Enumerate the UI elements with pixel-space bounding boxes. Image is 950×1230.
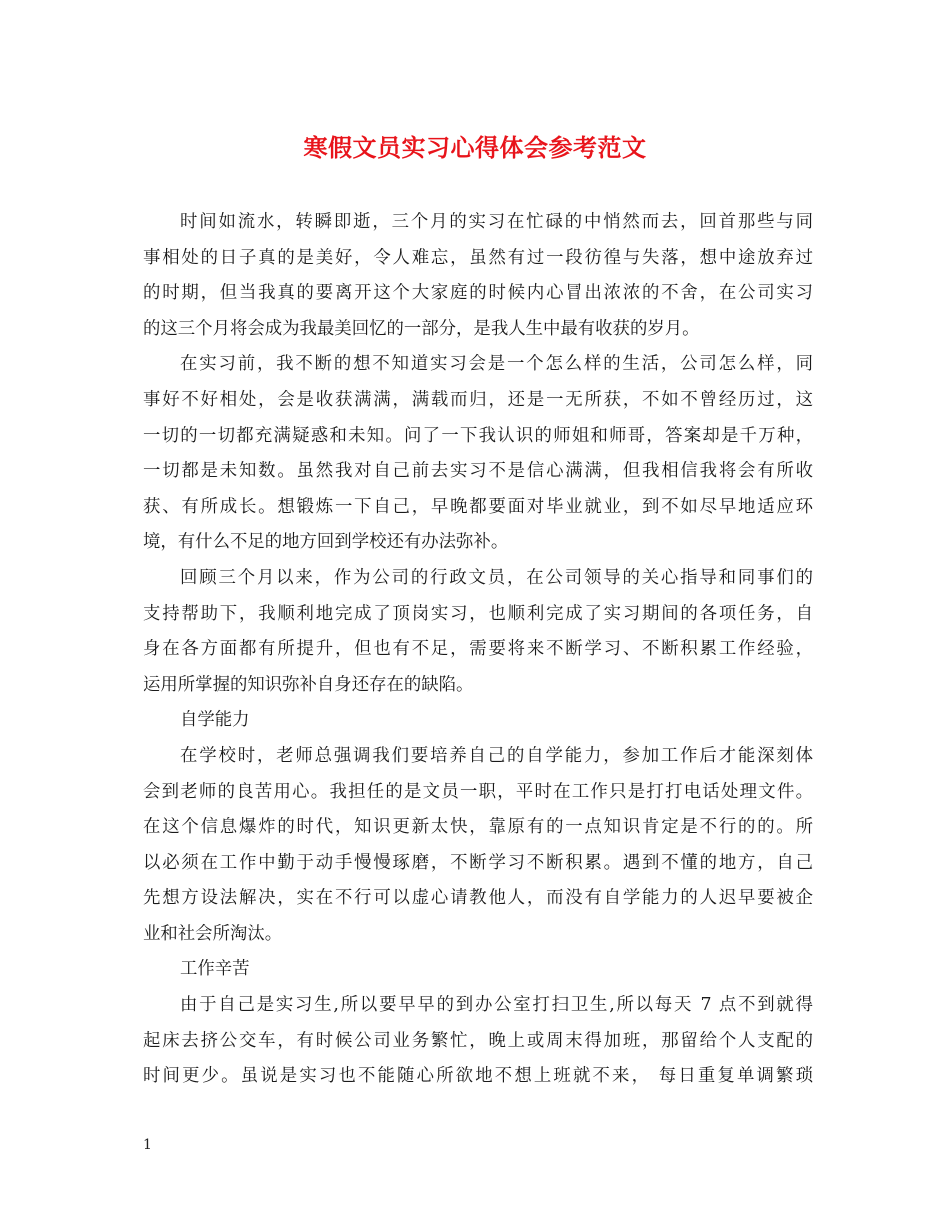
- text-line: 时间更少。虽说是实习也不能随心所欲地不想上班就不来， 每日重复单调繁琐: [143, 1066, 813, 1087]
- text-line: 业和社会所淘汰。: [143, 923, 283, 944]
- text-line: 的时期，但当我真的要离开这个大家庭的时候内心冒出浓浓的不舍，在公司实习: [143, 283, 813, 304]
- text-line: 在实习前，我不断的想不知道实习会是一个怎么样的生活，公司怎么样，同: [180, 354, 813, 375]
- text-line: 事相处的日子真的是美好，令人难忘，虽然有过一段彷徨与失落，想中途放弃过: [143, 247, 813, 268]
- text-line: 自学能力: [180, 710, 250, 731]
- text-line: 时间如流水，转瞬即逝，三个月的实习在忙碌的中悄然而去，回首那些与同: [180, 212, 813, 232]
- text-line: 在这个信息爆炸的时代，知识更新太快，靠原有的一点知识肯定是不行的的。所: [143, 817, 813, 838]
- text-line: 一切的一切都充满疑惑和未知。问了一下我认识的师姐和师哥，答案却是千万种，: [143, 425, 813, 446]
- document-title: 寒假文员实习心得体会参考范文: [303, 133, 647, 162]
- text-line: 获、有所成长。想锻炼一下自己，早晚都要面对毕业就业，到不如尽早地适应环: [143, 496, 813, 517]
- text-line: 事好不好相处，会是收获满满，满载而归，还是一无所获，不如不曾经历过，这: [143, 389, 813, 410]
- text-line: 支持帮助下，我顺利地完成了顶岗实习，也顺利完成了实习期间的各项任务，自: [143, 603, 813, 624]
- text-line: 身在各方面都有所提升，但也有不足，需要将来不断学习、不断积累工作经验，: [143, 639, 813, 660]
- text-line: 回顾三个月以来，作为公司的行政文员，在公司领导的关心指导和同事们的: [180, 567, 813, 588]
- text-line: 一切都是未知数。虽然我对自己前去实习不是信心满满，但我相信我将会有所收: [143, 461, 813, 482]
- page-number: 1: [143, 1137, 152, 1153]
- text-line: 工作辛苦: [180, 959, 250, 980]
- text-line: 以必须在工作中勤于动手慢慢琢磨，不断学习不断积累。遇到不懂的地方，自己: [143, 852, 813, 873]
- text-line: 运用所掌握的知识弥补自身还存在的缺陷。: [143, 674, 474, 695]
- text-line: 起床去挤公交车，有时候公司业务繁忙，晚上或周末得加班，那留给个人支配的: [143, 1030, 813, 1051]
- text-line: 由于自己是实习生,所以要早早的到办公室打扫卫生,所以每天 7 点不到就得: [180, 995, 813, 1016]
- text-line: 境，有什么不足的地方回到学校还有办法弥补。: [143, 532, 509, 553]
- text-line: 在学校时，老师总强调我们要培养自己的自学能力，参加工作后才能深刻体: [180, 745, 813, 766]
- document-body: [143, 205, 813, 1095]
- text-line: 的这三个月将会成为我最美回忆的一部分，是我人生中最有收获的岁月。: [143, 318, 700, 339]
- text-line: 会到老师的良苦用心。我担任的是文员一职，平时在工作只是打打电话处理文件。: [143, 781, 813, 802]
- text-line: 先想方设法解决，实在不行可以虚心请教他人，而没有自学能力的人迟早要被企: [143, 888, 813, 909]
